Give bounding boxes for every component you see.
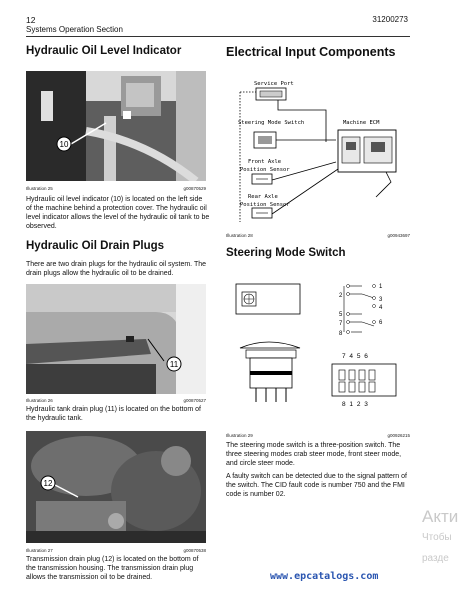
paragraph-drain-plugs: There are two drain plugs for the hydraulic oil system. The drain plugs allow the hydraulic oil to be drained. <box>26 261 207 277</box>
pin-3: 3 <box>379 297 383 303</box>
paragraph-tank-drain-plug: Hydraulic tank drain plug (11) is located on the bottom of the hydraulic tank. <box>26 406 201 422</box>
heading-electrical-input: Electrical Input Components <box>226 45 396 59</box>
code-illustration-25: g00870529 <box>183 186 206 191</box>
diagram-electrical-input <box>226 72 410 232</box>
caption-illustration-25: Illustration 25 <box>26 186 53 191</box>
pin-7: 7 <box>339 321 343 327</box>
os-activation-overlay-line2: Чтобы <box>422 532 452 543</box>
watermark-text: www.epcatalogs.com <box>270 571 379 582</box>
label-rear-position-sensor: Position Sensor <box>240 202 290 208</box>
code-illustration-26: g00870527 <box>183 398 206 403</box>
code-illustration-27: g00870538 <box>183 548 206 553</box>
label-front-axle: Front Axle <box>248 159 282 165</box>
section-title: Systems Operation Section <box>26 25 123 34</box>
caption-illustration-27: Illustration 27 <box>26 548 53 553</box>
caption-illustration-26: Illustration 26 <box>26 398 53 403</box>
page-number: 12 <box>26 15 36 25</box>
os-activation-overlay-line1: Акти <box>422 507 459 526</box>
callout-11 <box>26 284 206 394</box>
label-machine-ecm: Machine ECM <box>343 120 380 126</box>
pin-2: 2 <box>339 293 343 299</box>
caption-illustration-28: Illustration 28 <box>226 233 253 238</box>
callout-10 <box>26 71 206 181</box>
pin-1: 1 <box>379 284 383 290</box>
pin-5: 5 <box>339 312 343 318</box>
heading-oil-drain-plugs: Hydraulic Oil Drain Plugs <box>26 240 165 252</box>
header-divider <box>26 36 410 37</box>
svg-text:12: 12 <box>43 479 53 488</box>
pin-4: 4 <box>379 305 383 311</box>
paragraph-steering-switch: The steering mode switch is a three-position switch. The three steering modes crab steer mode, front steer mode, and circle steer mode. <box>226 442 402 467</box>
heading-steering-mode-switch: Steering Mode Switch <box>226 247 346 259</box>
document-code: 31200273 <box>372 15 408 24</box>
diagram-steering-switch <box>226 266 410 430</box>
callout-12 <box>26 431 206 543</box>
paragraph-oil-level: Hydraulic oil level indicator (10) is located on the left side of the machine behind a protection cover. The hydraulic oil level indicator allows the level of the hydraulic oil tank to be observed. <box>26 196 210 230</box>
label-front-position-sensor: Position Sensor <box>240 167 290 173</box>
svg-text:11: 11 <box>169 360 179 369</box>
caption-illustration-29: Illustration 29 <box>226 433 253 438</box>
paragraph-fault-detection: A faulty switch can be detected due to the signal pattern of the switch. The CID fault code is number 750 and the FMI code is number 02. <box>226 473 407 498</box>
pin-8: 8 <box>339 331 343 337</box>
heading-oil-level-indicator: Hydraulic Oil Level Indicator <box>26 45 182 57</box>
code-illustration-29: g00926215 <box>387 433 410 438</box>
label-steering-switch: Steering Mode Switch <box>238 120 305 126</box>
os-activation-overlay-line3: разде <box>422 553 449 564</box>
label-rear-axle: Rear Axle <box>248 194 278 200</box>
label-service-port: Service Port <box>254 81 294 87</box>
pin-6: 6 <box>379 320 383 326</box>
paragraph-transmission-plug: Transmission drain plug (12) is located on the bottom of the transmission housing. The transmission drain plug allows the transmission oil to be drained. <box>26 556 199 581</box>
svg-text:10: 10 <box>59 140 69 149</box>
pin-row-top: 7 4 5 6 <box>342 353 369 360</box>
pin-row-bottom: 8 1 2 3 <box>342 401 369 408</box>
code-illustration-28: g00943697 <box>387 233 410 238</box>
